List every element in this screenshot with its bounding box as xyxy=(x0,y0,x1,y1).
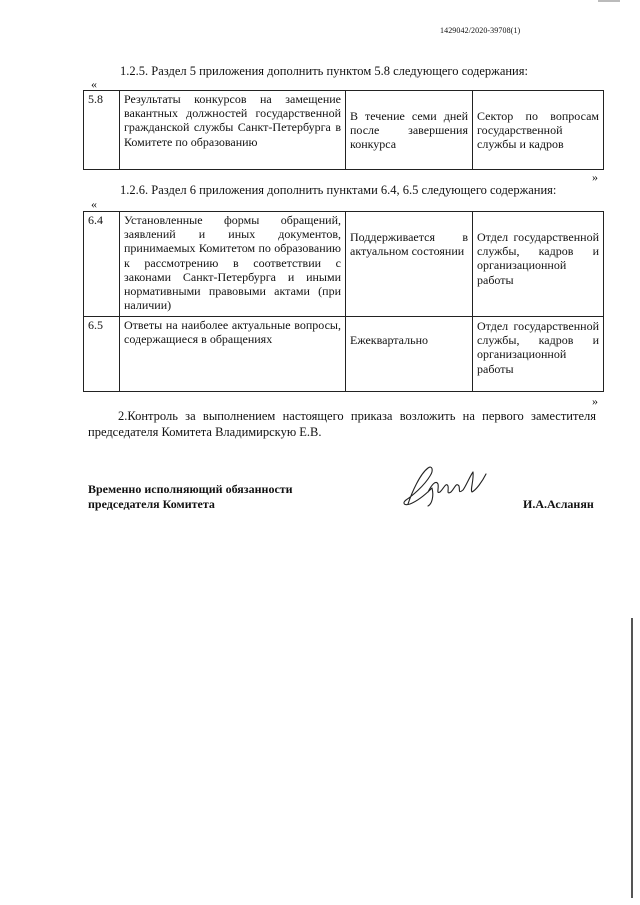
scan-edge-line xyxy=(631,618,633,898)
row-term: В течение семи дней после завершения конкурса xyxy=(346,91,473,170)
table-row xyxy=(84,317,604,392)
document-number: 1429042/2020-39708(1) xyxy=(440,26,521,35)
close-quote-2: » xyxy=(592,394,598,408)
signatory-title-line-1: Временно исполняющий обязанности xyxy=(88,482,293,496)
row-text: Установленные формы обращений, заявлений и иных документов, принимаемых Комитетом по образованию к рассмотрению в соответствии с законами Санкт-Петербурга и иными нормативными правовыми актами (при наличии) xyxy=(120,212,346,317)
handwritten-signature xyxy=(398,462,490,514)
row-term: Ежеквартально xyxy=(346,317,473,392)
row-term: Поддерживается в актуальном состоянии xyxy=(346,212,473,317)
scan-edge-mark xyxy=(598,0,620,2)
row-responsible: Отдел государственной службы, кадров и организационной работы xyxy=(473,317,604,392)
row-number: 5.8 xyxy=(84,91,120,170)
table-row xyxy=(84,91,604,170)
open-quote-2: « xyxy=(91,197,97,211)
signatory-name: И.А.Асланян xyxy=(523,497,594,511)
section-1-2-6-intro: 1.2.6. Раздел 6 приложения дополнить пунктами 6.4, 6.5 следующего содержания: xyxy=(120,183,557,197)
paragraph-2-text: 2.Контроль за выполнением настоящего приказа возложить на первого заместителя председателя Комитета Владимирскую Е.В. xyxy=(88,409,596,439)
row-text: Ответы на наиболее актуальные вопросы, содержащиеся в обращениях xyxy=(120,317,346,392)
open-quote-1: « xyxy=(91,77,97,91)
table-section-5 xyxy=(83,90,604,170)
section-1-2-5-intro: 1.2.5. Раздел 5 приложения дополнить пунктом 5.8 следующего содержания: xyxy=(120,64,528,78)
close-quote-1: » xyxy=(592,170,598,184)
table-row xyxy=(84,212,604,317)
signatory-title xyxy=(88,482,293,512)
row-text: Результаты конкурсов на замещение вакантных должностей государственной гражданской службы Санкт-Петербурга в Комитете по образованию xyxy=(120,91,346,170)
row-number: 6.4 xyxy=(84,212,120,317)
table-section-6 xyxy=(83,211,604,392)
row-number: 6.5 xyxy=(84,317,120,392)
paragraph-2 xyxy=(88,408,596,440)
row-responsible: Отдел государственной службы, кадров и организационной работы xyxy=(473,212,604,317)
row-responsible: Сектор по вопросам государственной службы и кадров xyxy=(473,91,604,170)
signatory-title-line-2: председателя Комитета xyxy=(88,497,215,511)
